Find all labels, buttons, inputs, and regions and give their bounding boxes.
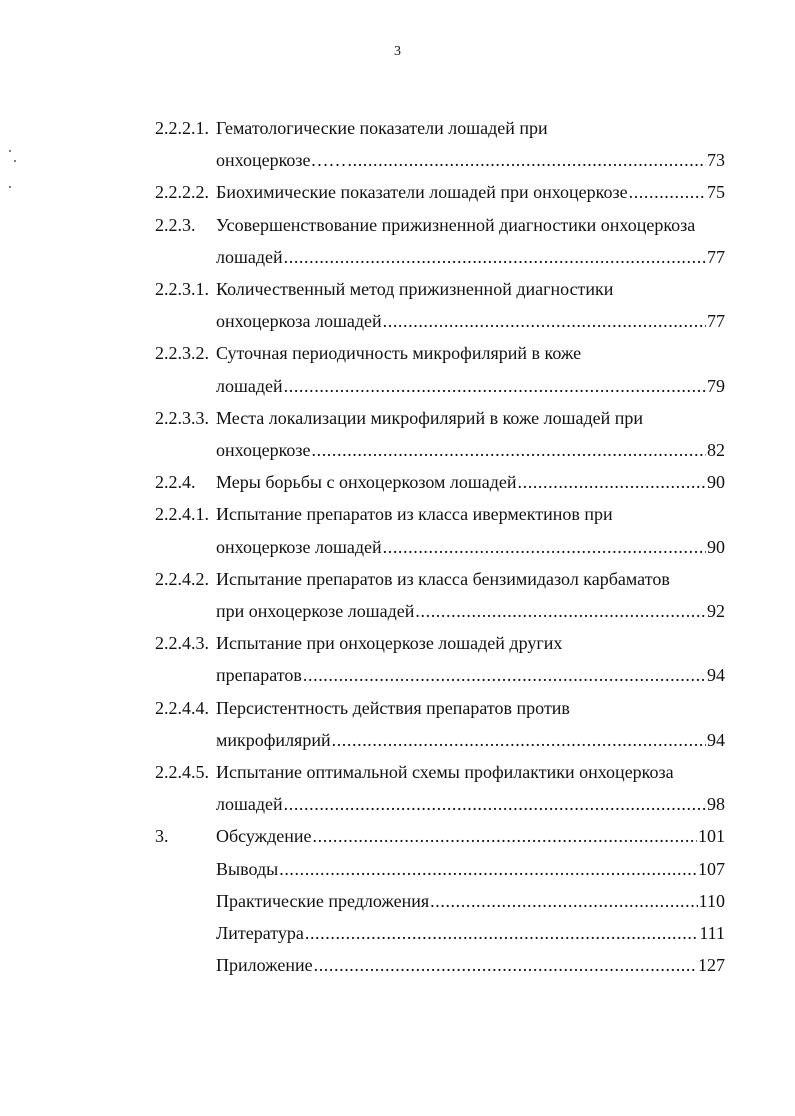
toc-entry-title: Испытание препаратов из класса бензимидазол карбаматов (216, 568, 670, 589)
dot-leader (383, 305, 706, 337)
toc-entry-title: Обсуждение (216, 826, 312, 847)
toc-entry-title: Литература (216, 923, 304, 944)
toc-entry-page: 75 (707, 182, 725, 203)
toc-entry (155, 209, 725, 273)
toc-entry-title: Суточная периодичность микрофилярий в коже (216, 343, 582, 364)
toc-entry-title: онхоцеркозе лошадей (216, 536, 382, 557)
toc-entry-page: 90 (707, 472, 725, 493)
toc-entry-page: 127 (698, 955, 725, 976)
toc-entry-page: 94 (707, 729, 725, 750)
toc-entry (155, 692, 725, 756)
toc-entry-number: 2.2.4. (155, 472, 196, 493)
dot-leader (518, 466, 706, 498)
scan-speck (14, 160, 16, 162)
toc-entry (155, 112, 725, 176)
dot-leader (383, 531, 706, 563)
dot-leader (314, 949, 697, 981)
dot-leader (284, 370, 706, 402)
toc-entry-title: онхоцеркоза лошадей (216, 311, 382, 332)
toc-entry-number: 2.2.4.5. (155, 762, 209, 783)
toc-entry (155, 176, 725, 208)
dot-leader (348, 144, 707, 176)
toc-entry-number: 2.2.4.4. (155, 697, 209, 718)
toc-entry-number: 2.2.3. (155, 214, 196, 235)
dot-leader (284, 788, 706, 820)
toc-entry-title: Приложение (216, 955, 313, 976)
toc-entry-page: 98 (707, 794, 725, 815)
toc-entry-title: Гематологические показатели лошадей при (216, 118, 548, 138)
toc-entry-title: онхоцеркозе (216, 440, 311, 461)
dot-leader (415, 595, 706, 627)
toc-entry (155, 917, 725, 949)
dot-leader (279, 853, 697, 885)
toc-entry-title: Испытание оптимальной схемы профилактики онхоцеркоза (216, 762, 674, 783)
toc-entry-title: Усовершенствование прижизненной диагностики онхоцеркоза (216, 214, 696, 235)
dot-leader (313, 820, 697, 852)
toc-entry (155, 949, 725, 981)
toc-entry-title: при онхоцеркозе лошадей (216, 601, 415, 622)
scan-speck (9, 150, 11, 152)
toc-entry-title: Испытание при онхоцеркозе лошадей других (216, 633, 563, 654)
toc-entry-page: 77 (707, 246, 725, 267)
toc-entry-title: Практические предложения (216, 890, 430, 911)
dot-leader (430, 885, 698, 917)
toc-entry-number: 2.2.3.2. (155, 343, 209, 364)
toc-entry (155, 885, 725, 917)
toc-entry (155, 563, 725, 627)
dot-leader (284, 241, 706, 273)
toc-entry-title: Испытание препаратов из класса ивермектинов при (216, 504, 613, 525)
toc-entry-number: 2.2.4.2. (155, 568, 209, 589)
scan-speck (9, 186, 11, 188)
toc-entry-title: лошадей (216, 794, 283, 815)
page-number: 3 (394, 44, 401, 59)
toc-entry-number: 3. (155, 826, 169, 847)
toc-entry-number: 2.2.3.1. (155, 279, 209, 300)
toc-entry (155, 498, 725, 562)
toc-entry-page: 94 (707, 665, 725, 686)
dot-leader (332, 724, 706, 756)
toc-entry-title: лошадей (216, 246, 283, 267)
toc-entry (155, 756, 725, 820)
toc-entry-page: 101 (698, 826, 725, 847)
toc-entry-number: 2.2.2.2. (155, 182, 209, 203)
toc-entry (155, 337, 725, 401)
toc-entry-title: Меры борьбы с онхоцеркозом лошадей (216, 472, 517, 493)
toc-entry-title: препаратов (216, 665, 302, 686)
toc-entry-page: 110 (698, 890, 725, 911)
toc-entry-title: лошадей (216, 375, 283, 396)
toc-entry-number: 2.2.3.3. (155, 407, 209, 428)
toc-entry-title: Количественный метод прижизненной диагностики (216, 279, 614, 300)
toc-entry-page: 90 (707, 536, 725, 557)
toc-entry (155, 820, 725, 852)
toc-entry-page: 73 (707, 150, 725, 171)
toc-entry (155, 853, 725, 885)
toc-entry-title: онхоцеркозе…… (216, 150, 347, 171)
toc-entry-page: 92 (707, 601, 725, 622)
toc-entry (155, 627, 725, 691)
toc-entry-title: Выводы (216, 858, 279, 879)
toc-entry-page: 79 (707, 375, 725, 396)
toc-entry-number: 2.2.2.1. (155, 118, 209, 138)
dot-leader (629, 176, 706, 208)
dot-leader (312, 434, 707, 466)
toc-entry-title: микрофилярий (216, 729, 331, 750)
toc-entry-title: Места локализации микрофилярий в коже лошадей при (216, 407, 644, 428)
toc-entry-page: 107 (698, 858, 725, 879)
dot-leader (303, 659, 706, 691)
toc-entry-page: 77 (707, 311, 725, 332)
toc-entry (155, 402, 725, 466)
toc-entry-title: Персистентность действия препаратов против (216, 697, 570, 718)
toc-entry-number: 2.2.4.1. (155, 504, 209, 525)
dot-leader (305, 917, 698, 949)
table-of-contents (155, 112, 725, 981)
toc-entry-page: 82 (707, 440, 725, 461)
toc-entry-title: Биохимические показатели лошадей при онхоцеркозе (216, 182, 628, 203)
toc-entry-number: 2.2.4.3. (155, 633, 209, 654)
toc-entry (155, 273, 725, 337)
toc-entry-page: 111 (699, 923, 725, 944)
toc-entry (155, 466, 725, 498)
